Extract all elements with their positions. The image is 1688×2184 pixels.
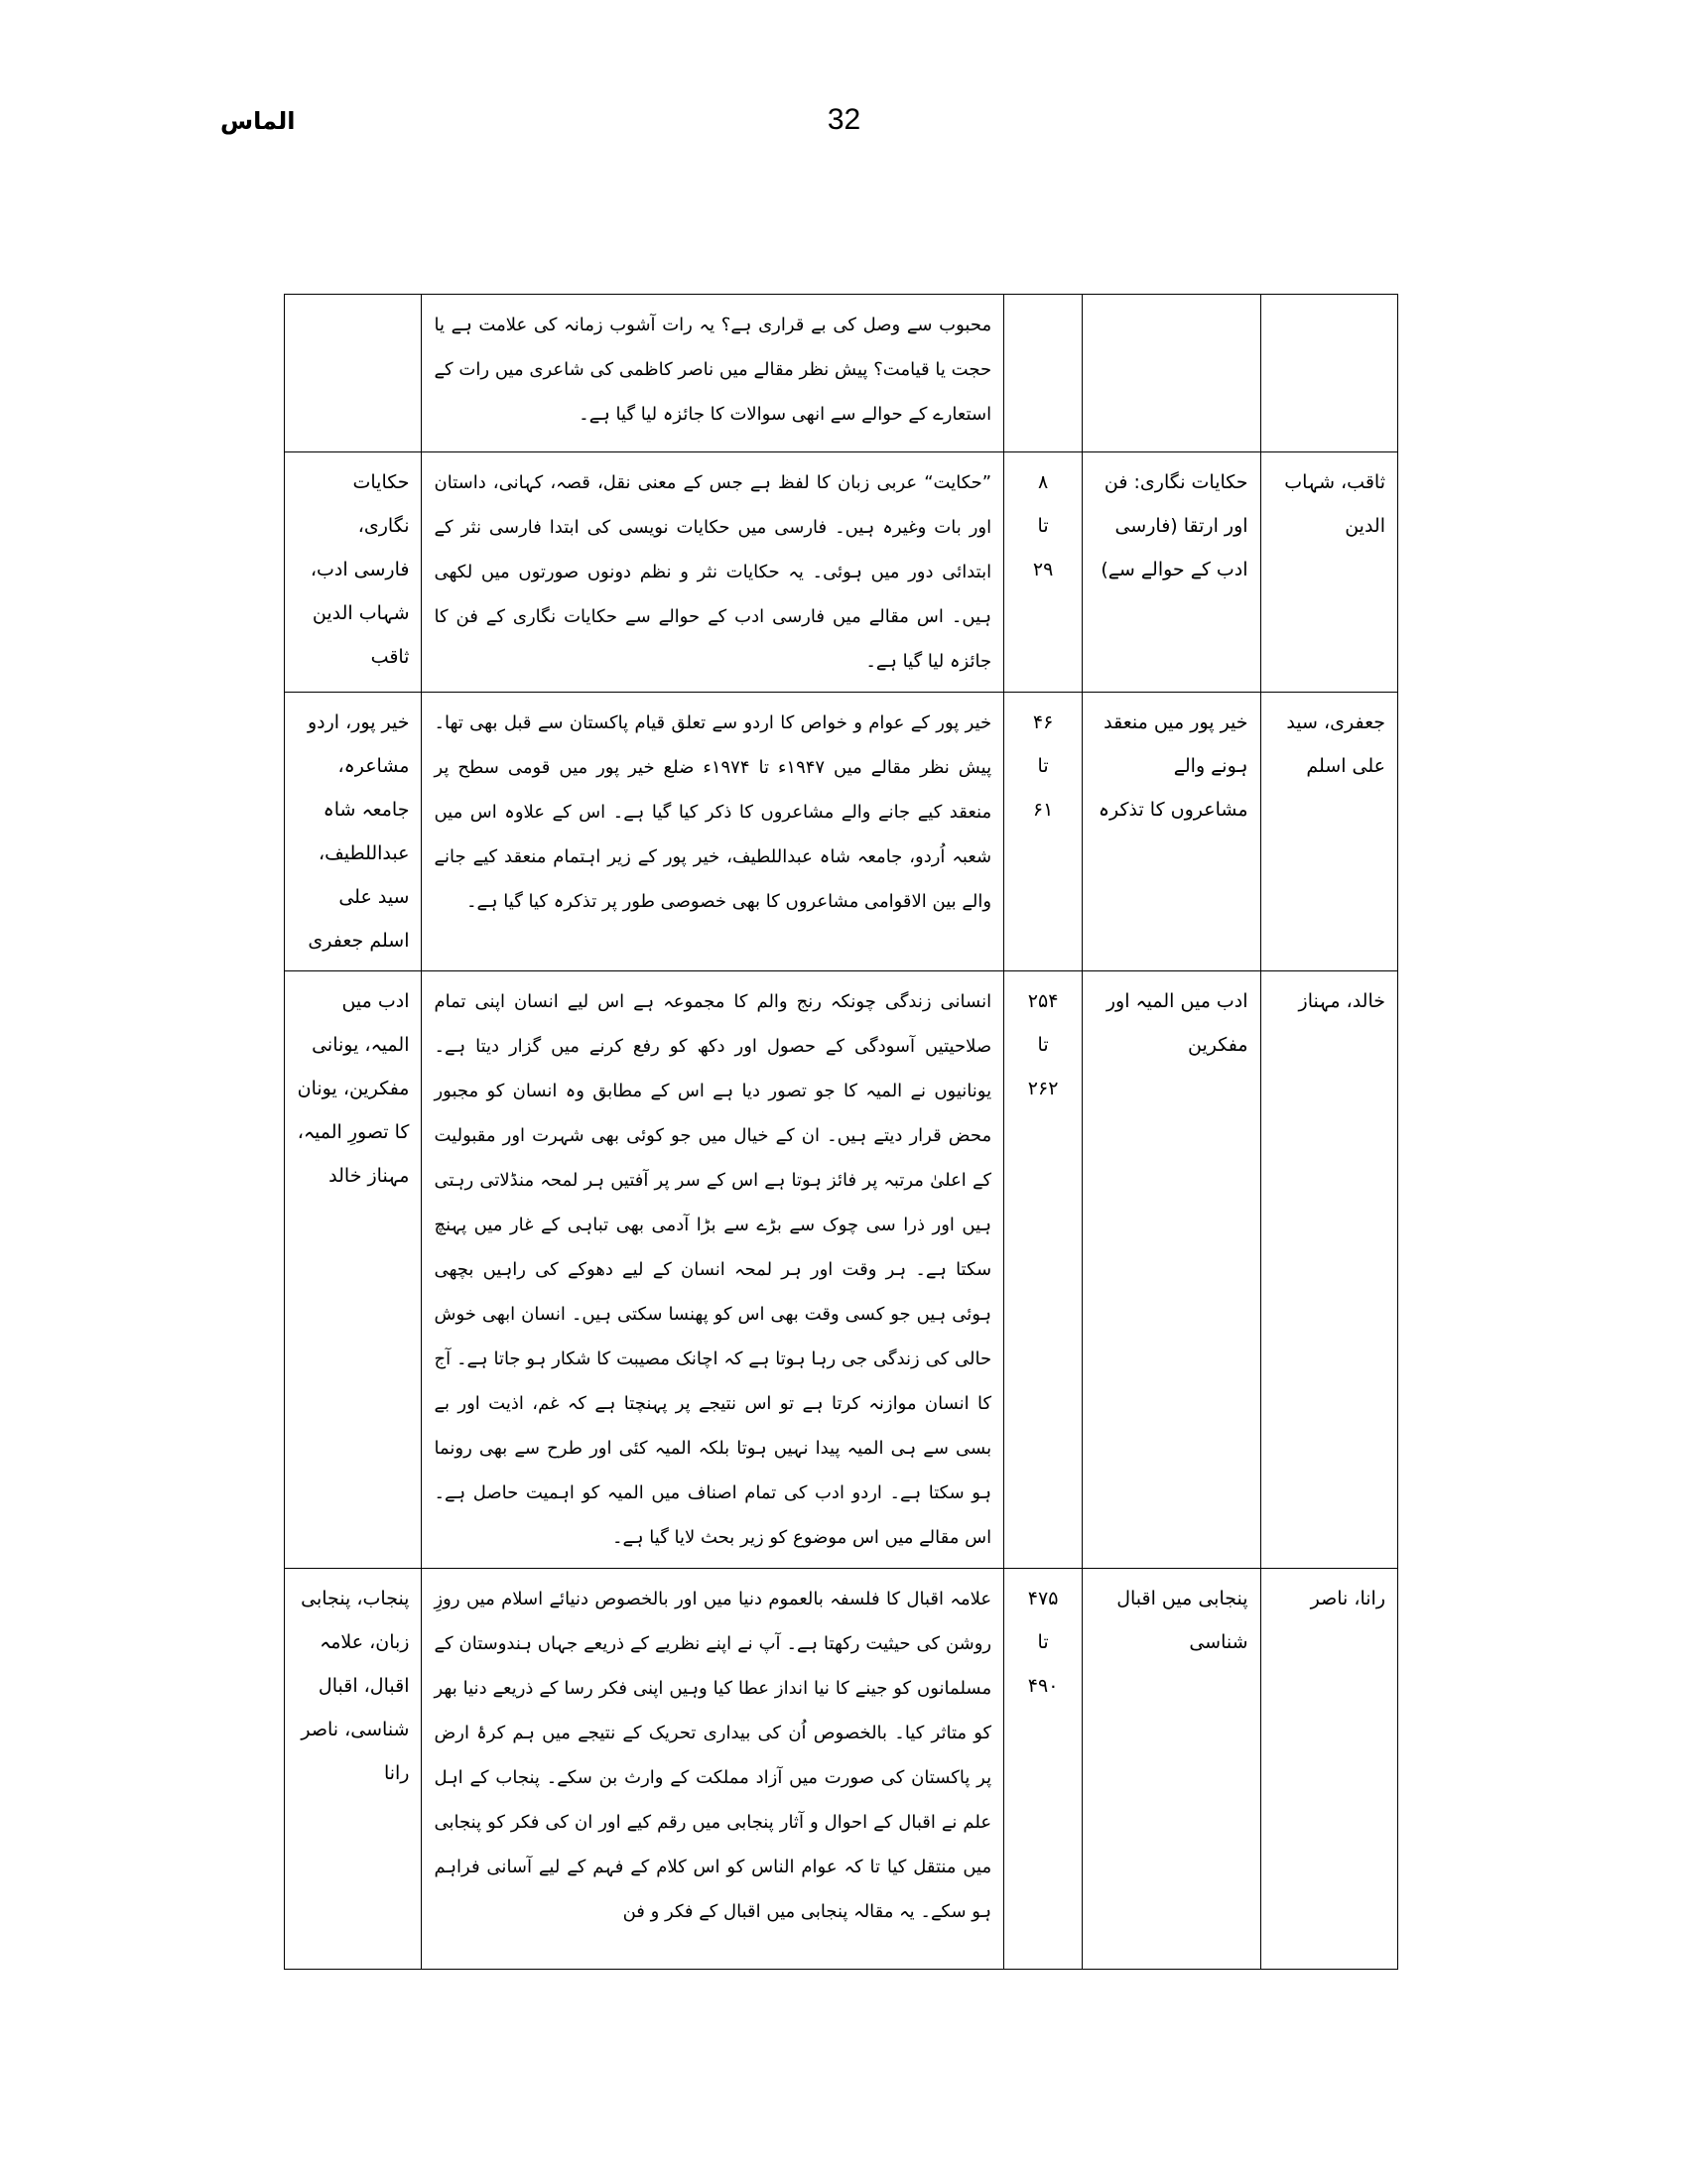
pages-cell (1004, 452, 1083, 693)
page-start: ۴۷۵ (1027, 1588, 1059, 1609)
table-row (285, 693, 1398, 971)
keywords-cell: ادب میں المیہ، یونانی مفکرین، یونان کا تصورِ المیہ، مہناز خالد (285, 971, 422, 1569)
page-start: ۸ (1037, 471, 1049, 493)
keywords-cell: حکایات نگاری، فارسی ادب، شہاب الدین ثاقب (285, 452, 422, 693)
page-end: ۲۹ (1032, 559, 1054, 580)
article-index-table (284, 294, 1398, 1970)
abstract-cell: علامہ اقبال کا فلسفہ بالعموم دنیا میں اور بالخصوص دنیائے اسلام میں روزِ روشن کی حیثیت رکھتا ہے۔ آپ نے اپنے نظریے کے ذریعے جہاں ہندوستان کے مسلمانوں کو جینے کا نیا انداز عطا کیا وہیں اپنی فکر رسا کے ذریعے دنیا بھر کو متاثر کیا۔ بالخصوص اُن کی بیداری تحریک کے نتیجے میں ہم کرۂ ارض پر پاکستان کی صورت میں آزاد مملکت کے وارث بن سکے۔ پنجاب کے اہل علم نے اقبال کے احوال و آثار پنجابی میں رقم کیے اور ان کی فکر کو پنجابی میں منتقل کیا تا کہ عوام الناس کو اس کلام کے فہم کے لیے آسانی فراہم ہو سکے۔ یہ مقالہ پنجابی میں اقبال کے فکر و فن (422, 1569, 1004, 1970)
title-cell: ادب میں المیہ اور مفکرین (1083, 971, 1260, 1569)
table-row (285, 971, 1398, 1569)
abstract-cell: محبوب سے وصل کی بے قراری ہے؟ یہ رات آشوب زمانہ کی علامت ہے یا حجت یا قیامت؟ پیش نظر مقالے میں ناصر کاظمی کی شاعری میں رات کے استعارے کے حوالے سے انھی سوالات کا جائزہ لیا گیا ہے۔ (422, 295, 1004, 452)
keywords-cell: خیر پور، اردو مشاعرہ، جامعہ شاہ عبداللطیف، سید علی اسلم جعفری (285, 693, 422, 971)
page-number: 32 (827, 103, 861, 136)
pages-cell (1004, 971, 1083, 1569)
table-row (285, 295, 1398, 452)
abstract-cell: خیر پور کے عوام و خواص کا اردو سے تعلق قیام پاکستان سے قبل بھی تھا۔ پیش نظر مقالے میں ۱۹۴۷ء تا ۱۹۷۴ء ضلع خیر پور میں قومی سطح پر منعقد کیے جانے والے مشاعروں کا ذکر کیا گیا ہے۔ اس کے علاوہ اس میں شعبہ اُردو، جامعہ شاہ عبداللطیف، خیر پور کے زیر اہتمام منعقد کیے جانے والے بین الاقوامی مشاعروں کا بھی خصوصی طور پر تذکرہ کیا گیا ہے۔ (422, 693, 1004, 971)
author-cell: ثاقب، شہاب الدین (1260, 452, 1397, 693)
table-row (285, 452, 1398, 693)
table-row (285, 1569, 1398, 1970)
journal-title: الماس (220, 107, 296, 135)
title-cell: خیر پور میں منعقد ہونے والے مشاعروں کا تذکرہ (1083, 693, 1260, 971)
page-end: ۲۶۲ (1027, 1078, 1059, 1099)
author-cell: خالد، مہناز (1260, 971, 1397, 1569)
author-cell (1260, 295, 1397, 452)
keywords-cell (285, 295, 422, 452)
pages-cell (1004, 1569, 1083, 1970)
author-cell: رانا، ناصر (1260, 1569, 1397, 1970)
abstract-cell: ”حکایت“ عربی زبان کا لفظ ہے جس کے معنی نقل، قصہ، کہانی، داستان اور بات وغیرہ ہیں۔ فارسی میں حکایات نویسی کی ابتدا فارسی نثر کے ابتدائی دور میں ہوئی۔ یہ حکایات نثر و نظم دونوں صورتوں میں لکھی ہیں۔ اس مقالے میں فارسی ادب کے حوالے سے حکایات نگاری کے فن کا جائزہ لیا گیا ہے۔ (422, 452, 1004, 693)
title-cell: پنجابی میں اقبال شناسی (1083, 1569, 1260, 1970)
page-to: تا (1037, 1631, 1049, 1653)
abstract-cell: انسانی زندگی چونکہ رنج والم کا مجموعہ ہے اس لیے انسان اپنی تمام صلاحیتیں آسودگی کے حصول اور دکھ کو رفع کرنے میں گزار دیتا ہے۔ یونانیوں نے المیہ کا جو تصور دیا ہے اس کے مطابق وہ انسان کو مجبور محض قرار دیتے ہیں۔ ان کے خیال میں جو کوئی بھی شہرت اور مقبولیت کے اعلیٰ مرتبہ پر فائز ہوتا ہے اس کے سر پر آفتیں ہر لمحہ منڈلاتی رہتی ہیں اور ذرا سی چوک سے بڑے سے بڑا آدمی بھی تباہی کے غار میں پہنچ سکتا ہے۔ ہر وقت اور ہر لمحہ انسان کے لیے دھوکے کی راہیں بچھی ہوئی ہیں جو کسی وقت بھی اس کو پھنسا سکتی ہیں۔ انسان ابھی خوش حالی کی زندگی جی رہا ہوتا ہے کہ اچانک مصیبت کا شکار ہو جاتا ہے۔ آج کا انسان موازنہ کرتا ہے تو اس نتیجے پر پہنچتا ہے کہ غم، اذیت اور بے بسی سے ہی المیہ پیدا نہیں ہوتا بلکہ المیہ کئی اور طرح سے بھی رونما ہو سکتا ہے۔ اردو ادب کی تمام اصناف میں المیہ کو اہمیت حاصل ہے۔ اس مقالے میں اس موضوع کو زیر بحث لایا گیا ہے۔ (422, 971, 1004, 1569)
page-to: تا (1037, 1034, 1049, 1056)
author-cell: جعفری، سید علی اسلم (1260, 693, 1397, 971)
title-cell: حکایات نگاری: فن اور ارتقا (فارسی ادب کے حوالے سے) (1083, 452, 1260, 693)
page-to: تا (1037, 755, 1049, 777)
page-end: ۶۱ (1032, 799, 1054, 821)
page-start: ۴۶ (1032, 711, 1054, 733)
pages-cell (1004, 693, 1083, 971)
page-end: ۴۹۰ (1027, 1675, 1059, 1697)
pages-cell (1004, 295, 1083, 452)
page-start: ۲۵۴ (1027, 990, 1059, 1012)
keywords-cell: پنجاب، پنجابی زبان، علامہ اقبال، اقبال شناسی، ناصر رانا (285, 1569, 422, 1970)
page-to: تا (1037, 515, 1049, 537)
title-cell (1083, 295, 1260, 452)
